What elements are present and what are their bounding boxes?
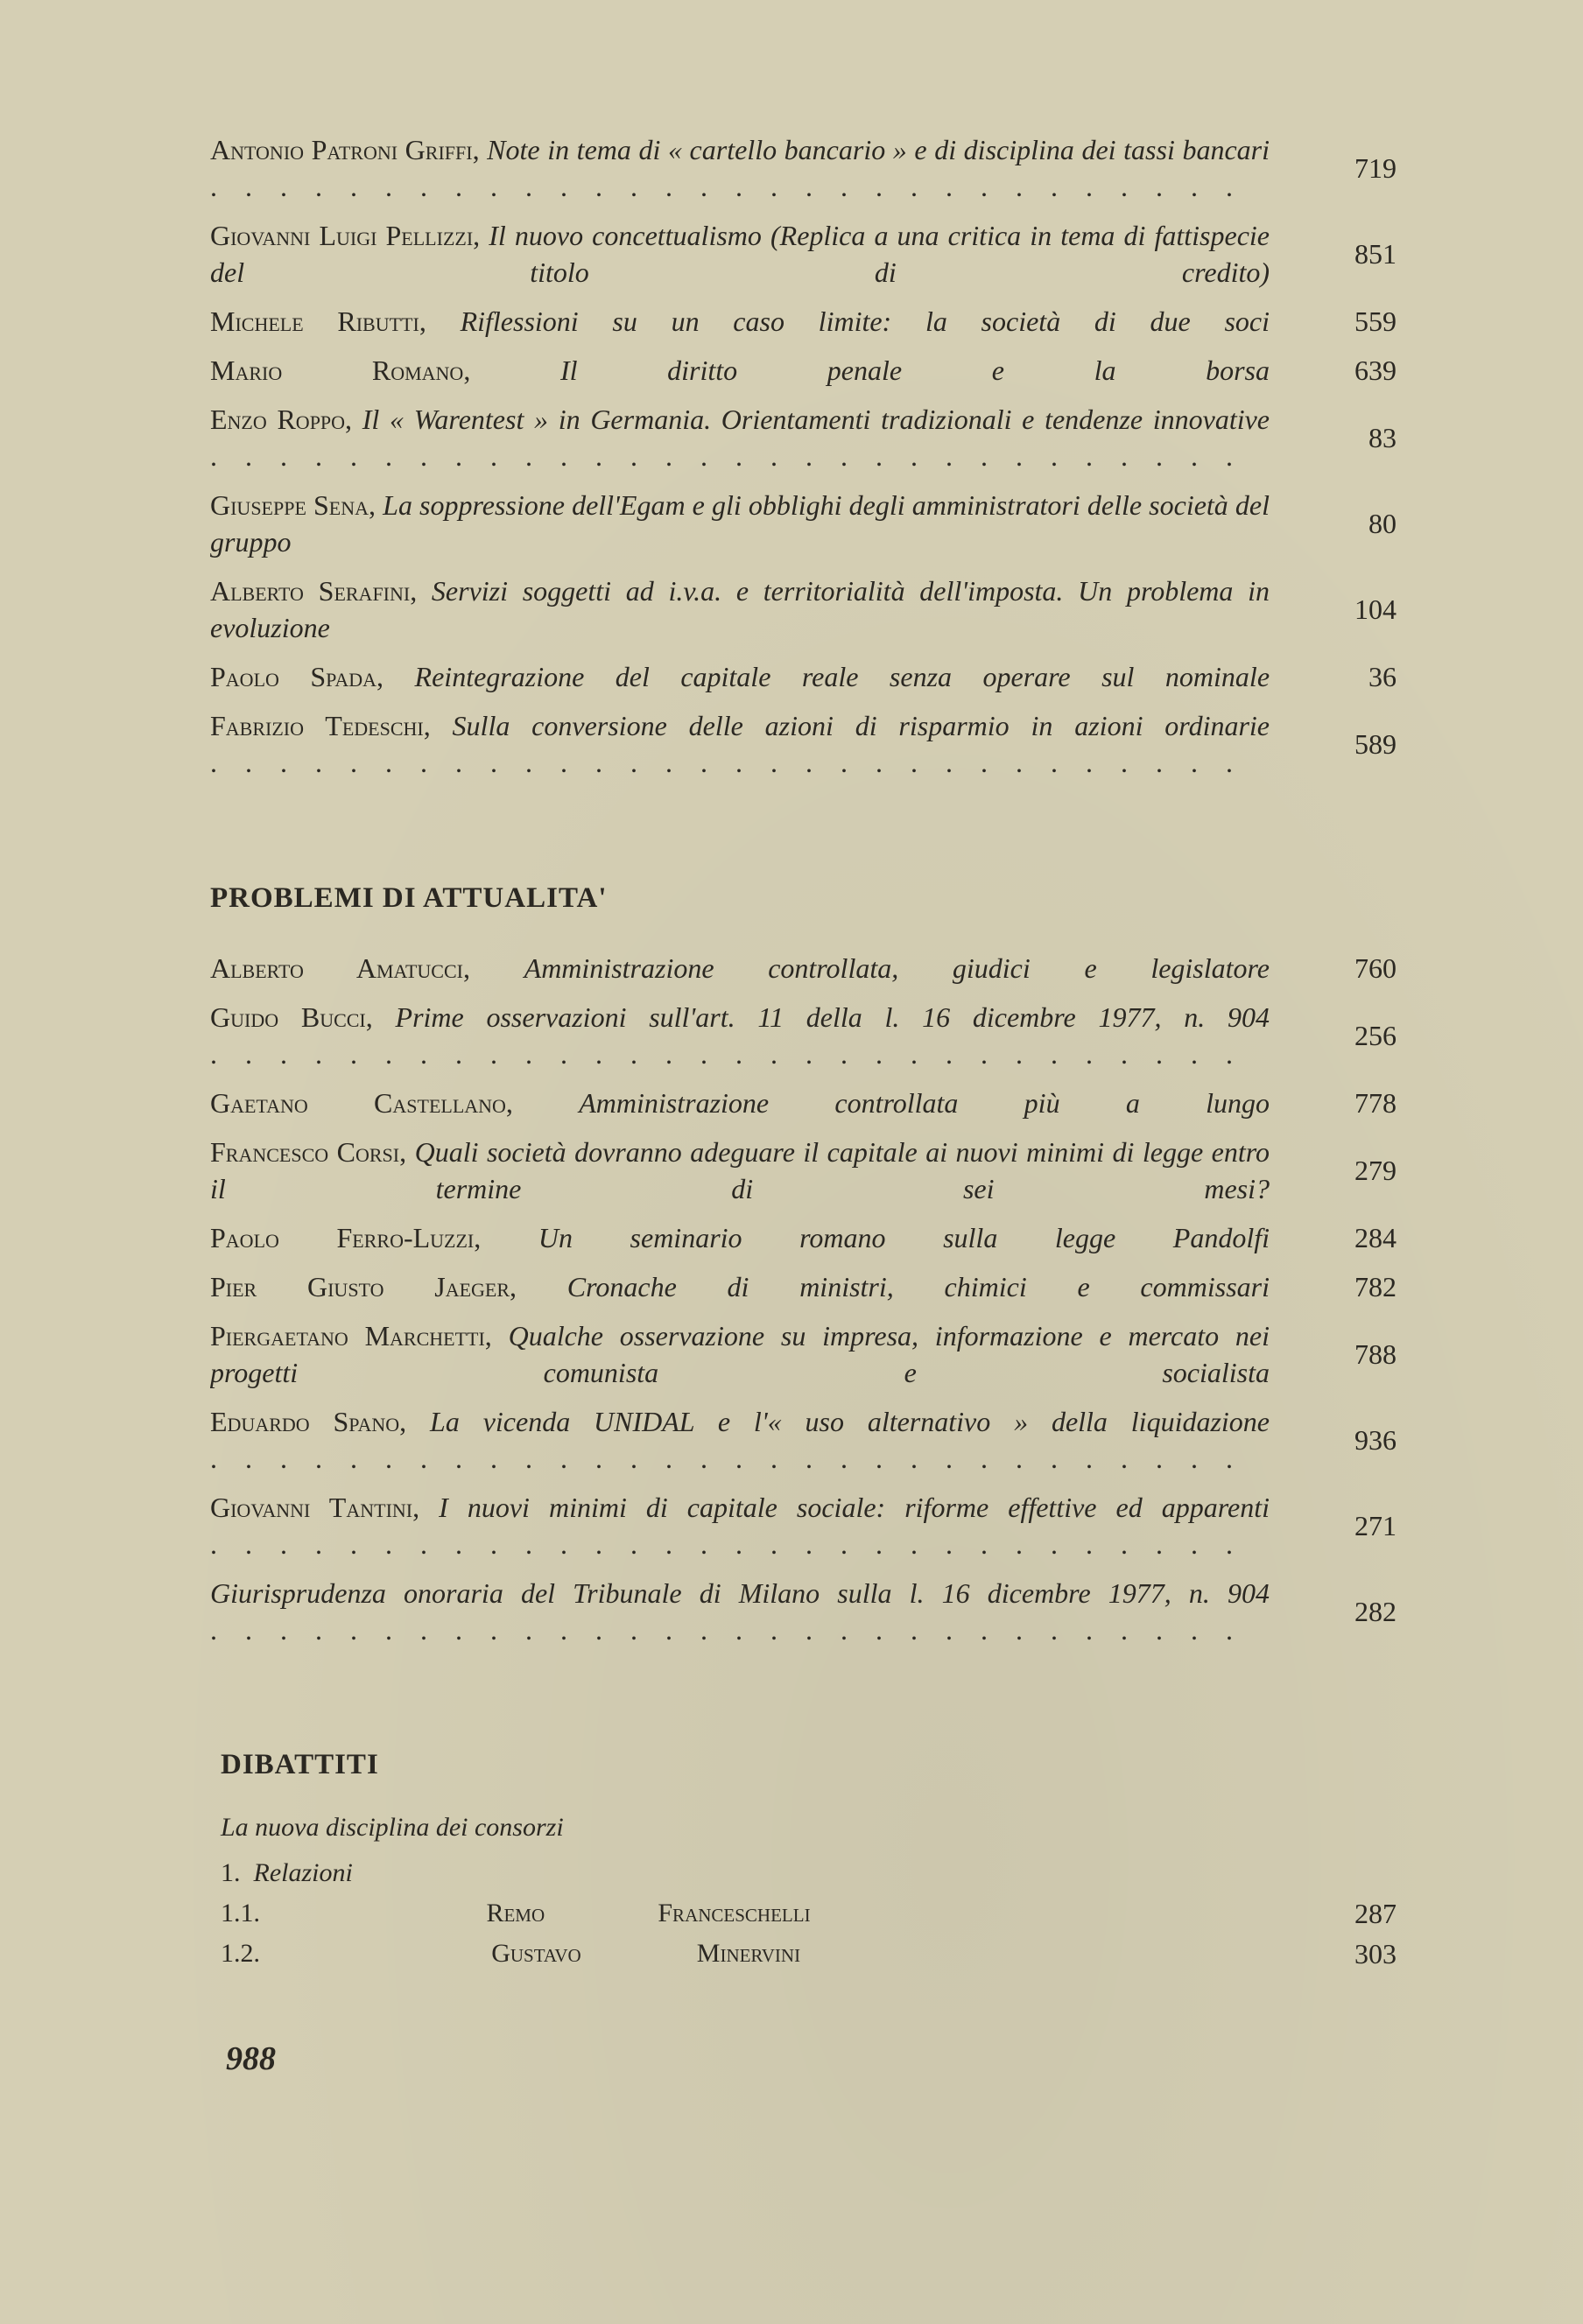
entry-title: Reintegrazione del capitale reale senza operare sul nominale <box>414 661 1270 692</box>
entry-text <box>210 572 1270 646</box>
entry-page-number: 282 <box>1354 1595 1397 1627</box>
entry-page-number: 778 <box>1354 1086 1397 1119</box>
entry-title: Sulla conversione delle azioni di risparmio in azioni ordinarie <box>452 710 1270 741</box>
entry-page-number: 559 <box>1354 305 1397 337</box>
page-number: 988 <box>226 2040 276 2077</box>
entry-author: Paolo Ferro-Luzzi, <box>210 1222 482 1253</box>
entry-text <box>210 1317 1270 1391</box>
entry-title: Il nuovo concettualismo (Replica a una critica in tema di fattispecie del titolo di credito) <box>210 220 1270 288</box>
toc-entry <box>210 131 1397 205</box>
entry-author: Fabrizio Tedeschi, <box>210 710 431 741</box>
entry-text <box>210 658 1270 695</box>
entry-text <box>210 1134 1270 1207</box>
entry-number: 1.1. <box>221 1899 260 1927</box>
toc-entry <box>210 572 1397 646</box>
entry-title: Servizi soggetti ad i.v.a. e territorialità dell'imposta. Un problema in evoluzione <box>210 575 1270 643</box>
toc-entry <box>221 1895 1397 1932</box>
entry-title: Il diritto penale e la borsa <box>559 355 1270 386</box>
entry-title: La vicenda UNIDAL e l'« uso alternativo » della liquidazione <box>430 1406 1270 1437</box>
entry-title: Note in tema di « cartello bancario » e di disciplina dei tassi bancari <box>487 134 1270 165</box>
toc-entry <box>221 1935 1397 1972</box>
entry-author: Michele Ributti, <box>210 305 426 337</box>
toc-entry <box>210 1268 1397 1305</box>
entry-title: Amministrazione controllata più a lungo <box>579 1087 1270 1119</box>
entry-title: Un seminario romano sulla legge Pandolfi <box>538 1222 1270 1253</box>
debate-subtitle: La nuova disciplina dei consorzi <box>221 1813 564 1842</box>
entry-page-number: 303 <box>1354 1937 1397 1969</box>
entry-title: Quali società dovranno adeguare il capitale ai nuovi minimi di legge entro il termine di sei mesi? <box>210 1136 1270 1204</box>
toc-entry <box>210 999 1397 1072</box>
entry-page-number: 80 <box>1368 507 1397 539</box>
entry-title: Cronache di ministri, chimici e commissari <box>566 1271 1270 1302</box>
entry-author: Alberto Amatucci, <box>210 952 470 984</box>
toc-section-dibattiti <box>210 1749 1397 1976</box>
toc-entry <box>210 1489 1397 1562</box>
toc-entry <box>210 1085 1397 1121</box>
entry-text <box>210 999 1270 1072</box>
entry-text <box>210 217 1270 291</box>
entry-title: Amministrazione controllata, giudici e legislatore <box>524 952 1270 984</box>
entry-page-number: 760 <box>1354 951 1397 984</box>
toc-entry <box>210 352 1397 389</box>
entry-text <box>210 1403 1270 1477</box>
toc-entry <box>210 487 1397 560</box>
toc-entry <box>210 303 1397 340</box>
entry-author: Mario Romano, <box>210 355 471 386</box>
toc-entry <box>210 217 1397 291</box>
section-heading: DIBATTITI <box>221 1749 379 1780</box>
entry-title: Qualche osservazione su impresa, informazione e mercato nei progetti comunista e socialista <box>210 1320 1270 1388</box>
entry-author: Antonio Patroni Griffi, <box>210 134 480 165</box>
entry-page-number: 279 <box>1354 1154 1397 1186</box>
toc-entry <box>210 401 1397 474</box>
entry-text <box>210 1085 1270 1121</box>
entry-text <box>221 1935 1270 1972</box>
entry-page-number: 936 <box>1354 1423 1397 1456</box>
entry-text <box>210 1489 1270 1562</box>
toc-entry <box>210 1134 1397 1207</box>
toc-section-articles <box>210 131 1397 793</box>
entry-text <box>221 1895 1270 1932</box>
toc-entry <box>210 1317 1397 1391</box>
toc-entry <box>210 950 1397 986</box>
entry-title: I nuovi minimi di capitale sociale: riforme effettive ed apparenti <box>439 1492 1270 1523</box>
entry-number: 1.2. <box>221 1939 260 1968</box>
entry-title: Prime osservazioni sull'art. 11 della l. 16 dicembre 1977, n. 904 <box>395 1001 1270 1033</box>
entry-author: Giuseppe Sena, <box>210 489 376 521</box>
entry-text <box>210 352 1270 389</box>
entry-author: Giovanni Luigi Pellizzi, <box>210 220 481 251</box>
entry-text <box>210 131 1270 205</box>
entry-text <box>210 1575 1270 1648</box>
toc-entry <box>210 707 1397 781</box>
entry-page-number: 788 <box>1354 1338 1397 1370</box>
entry-author: Enzo Roppo, <box>210 404 353 435</box>
entry-author: Eduardo Spano, <box>210 1406 407 1437</box>
toc-entry <box>210 1575 1397 1648</box>
entry-page-number: 36 <box>1368 660 1397 692</box>
entry-page-number: 639 <box>1354 354 1397 386</box>
entry-author: Pier Giusto Jaeger, <box>210 1271 517 1302</box>
entry-page-number: 719 <box>1354 151 1397 184</box>
entry-text <box>210 1219 1270 1256</box>
entry-author: Alberto Serafini, <box>210 575 418 607</box>
entry-title: La soppressione dell'Egam e gli obblighi degli amministratori delle società del gruppo <box>210 489 1270 558</box>
group-title: Relazioni <box>253 1858 353 1887</box>
entry-page-number: 271 <box>1354 1509 1397 1541</box>
entry-author: Piergaetano Marchetti, <box>210 1320 492 1352</box>
group-heading <box>221 1858 1397 1888</box>
entry-text <box>210 401 1270 474</box>
entry-text <box>210 303 1270 340</box>
entry-author: Gaetano Castellano, <box>210 1087 513 1119</box>
entry-page-number: 851 <box>1354 237 1397 270</box>
group-number: 1. <box>221 1858 241 1887</box>
entry-text <box>210 950 1270 986</box>
entry-author: Guido Bucci, <box>210 1001 373 1033</box>
entry-author: Gustavo Minervini <box>491 1939 801 1968</box>
entry-title: Il « Warentest » in Germania. Orientamenti tradizionali e tendenze innovative <box>362 404 1270 435</box>
entry-title: Riflessioni su un caso limite: la società di due soci <box>460 305 1270 337</box>
entry-page-number: 284 <box>1354 1221 1397 1253</box>
entry-text <box>210 1268 1270 1305</box>
entry-page-number: 287 <box>1354 1897 1397 1929</box>
entry-author: Remo Franceschelli <box>486 1899 811 1927</box>
entry-page-number: 256 <box>1354 1019 1397 1051</box>
entry-author: Francesco Corsi, <box>210 1136 407 1168</box>
entry-title: Giurisprudenza onoraria del Tribunale di Milano sulla l. 16 dicembre 1977, n. 904 <box>210 1577 1270 1609</box>
entry-page-number: 782 <box>1354 1270 1397 1302</box>
entry-page-number: 104 <box>1354 593 1397 625</box>
toc-entry <box>210 1219 1397 1256</box>
entry-page-number: 589 <box>1354 727 1397 760</box>
toc-section-problemi <box>210 882 1397 1661</box>
toc-entry <box>210 658 1397 695</box>
entry-text <box>210 487 1270 560</box>
entry-author: Paolo Spada, <box>210 661 384 692</box>
entry-page-number: 83 <box>1368 421 1397 453</box>
entry-author: Giovanni Tantini, <box>210 1492 420 1523</box>
entry-text <box>210 707 1270 781</box>
toc-entry <box>210 1403 1397 1477</box>
section-heading: PROBLEMI DI ATTUALITA' <box>210 882 608 914</box>
